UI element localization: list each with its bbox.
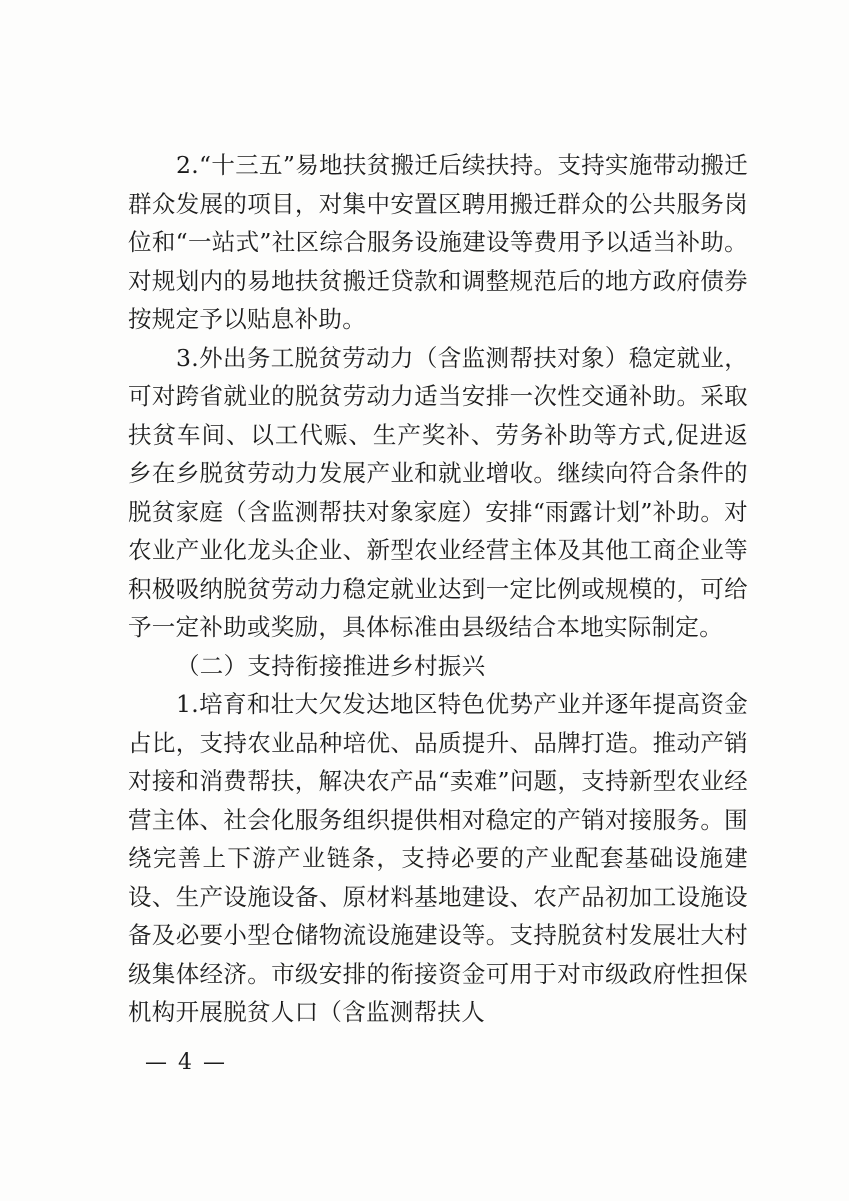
paragraph-relocation-support: 2.“十三五”易地扶贫搬迁后续扶持。支持实施带动搬迁群众发展的项目，对集中安置区聘用搬迁群众的公共服务岗位和“一站式”社区综合服务设施建设等费用予以适当补助。对规划内的易地扶贫搬迁贷款和调整规范后的地方政府债券按规定予以贴息补助。: [128, 151, 748, 333]
section-heading-rural-revitalization: （二）支持衔接推进乡村振兴: [176, 651, 486, 680]
paragraph-industry-cultivation: 1.培育和壮大欠发达地区特色优势产业并逐年提高资金占比，支持农业品种培优、品质提升、品牌打造。推动产销对接和消费帮扶，解决农产品“卖难”问题，支持新型农业经营主体、社会化服务组织提供相对稳定的产销对接服务。围绕完善上下游产业链条，支持必要的产业配套基础设施建设、生产设施设备、原材料基地建设、农产品初加工设施设备及必要小型仓储物流设施建设等。支持脱贫村发展壮大村级集体经济。市级安排的衔接资金可用于对市级政府性担保机构开展脱贫人口（含监测帮扶人: [128, 690, 748, 1026]
document-body: [128, 146, 748, 1032]
paragraph-labor-employment: 3.外出务工脱贫劳动力（含监测帮扶对象）稳定就业，可对跨省就业的脱贫劳动力适当安排一次性交通补助。采取扶贫车间、以工代赈、生产奖补、劳务补助等方式,促进返乡在乡脱贫劳动力发展产业和就业增收。继续向符合条件的脱贫家庭（含监测帮扶对象家庭）安排“雨露计划”补助。对农业产业化龙头企业、新型农业经营主体及其他工商企业等积极吸纳脱贫劳动力稳定就业达到一定比例或规模的，可给予一定补助或奖励，具体标准由县级结合本地实际制定。: [128, 343, 748, 641]
page-number: — 4 —: [145, 1050, 227, 1075]
